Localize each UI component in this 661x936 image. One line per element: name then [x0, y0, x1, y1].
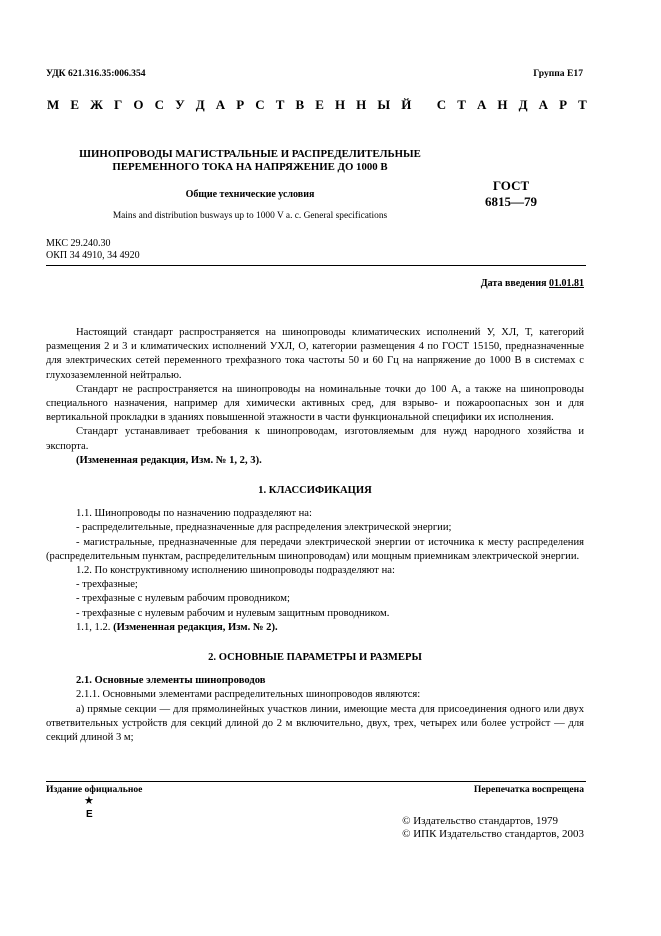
banner-letter: Г [114, 97, 123, 112]
banner-letter: У [175, 97, 185, 112]
paragraph-scope: Настоящий стандарт распространяется на шинопроводы климатических исполнений У, ХЛ, Т, категорий размещения 2 и 3 и климатических исполнений УХЛ, О, категории размещения 4 по ГОСТ 15150, предназначенные для электрических сетей переменного трехфазного тока частоты 50 и 60 Гц на напряжение до 1000 В в системах с глухозаземленной нейтралью. [46, 327, 584, 381]
footer-divider [46, 781, 586, 782]
clause-amendment-text: (Измененная редакция, Изм. № 2). [113, 621, 278, 633]
header-divider [46, 265, 586, 266]
list-item: - распределительные, предназначенные для распределения электрической энергии; [76, 522, 452, 534]
clause-2-1-1: 2.1.1. Основными элементами распределительных шинопроводов являются: [76, 689, 421, 701]
clause-amendment [46, 621, 584, 635]
banner-letter: О [133, 97, 144, 112]
gost-label: ГОСТ [492, 178, 530, 193]
clause-amendment-prefix: 1.1, 1.2. [76, 621, 111, 633]
paragraph-amendment: (Измененная редакция, Изм. № 1, 2, 3). [76, 454, 262, 466]
banner-letter: Е [70, 97, 80, 112]
classification-codes [46, 238, 140, 262]
banner-letter: С [154, 97, 164, 112]
document-subtitle: Общие технические условия [185, 189, 315, 200]
section-heading-parameters: 2. ОСНОВНЫЕ ПАРАМЕТРЫ И РАЗМЕРЫ [208, 652, 422, 664]
banner-letter: Н [356, 97, 367, 112]
okp-code: ОКП 34 4910, 34 4920 [46, 250, 140, 261]
star-icon: ★ [84, 795, 94, 807]
banner-letter: Д [518, 97, 528, 112]
banner-letter: Т [578, 97, 587, 112]
paragraph-requirements: Стандарт устанавливает требования к шинопроводам, изготовляемым для нужд народного хозяйства и экспорта. [46, 426, 584, 452]
introduction-date [481, 277, 584, 291]
interstate-standard-banner [47, 98, 587, 112]
subsection-heading: 2.1. Основные элементы шинопроводов [76, 675, 266, 687]
banner-letter: Ж [90, 97, 103, 112]
intro-date-value: 01.01.81 [549, 278, 584, 289]
paragraph-exclusions: Стандарт не распространяется на шинопроводы на номинальные точки до 100 А, а также на шинопроводы специального назначения, например для химически активных сред, для взрыво- и пожароопасных зон и для вертикальной прокладки в зданиях повышенной этажности в части функциональной специфики их исполнения. [46, 383, 584, 424]
mks-code: МКС 29.240.30 [46, 238, 111, 249]
edition-letter: Е [86, 809, 93, 820]
list-item: - магистральные, предназначенные для передачи электрической энергии от источника к месту распределения (распределительным пунктам, распределительным шинопроводам) или мощным приемникам электрической энергии. [46, 536, 584, 562]
reprint-prohibited-label: Перепечатка воспрещена [473, 784, 584, 795]
copyright-line-2: © ИПК Издательство стандартов, 2003 [402, 828, 584, 840]
list-item: а) прямые секции — для прямолинейных участков линии, имеющие места для присоединения одного или двух ответвительных устройств для секций длиной до 2 м включительно, двух, трех, четырех или более устройст — для секций длиной 3 м; [46, 703, 584, 744]
banner-letter: Н [497, 97, 508, 112]
udk-code: УДК 621.316.35:006.354 [46, 68, 146, 79]
banner-letter: Р [559, 97, 568, 112]
banner-letter: Н [334, 97, 346, 112]
banner-letter: А [538, 97, 549, 112]
section-heading-classification: 1. КЛАССИФИКАЦИЯ [258, 485, 372, 497]
english-title: Mains and distribution busways up to 1000 V a. c. General specifications [112, 211, 388, 221]
banner-letter: Е [315, 97, 324, 112]
banner-letter: Й [401, 97, 412, 112]
gost-block [456, 178, 566, 210]
banner-letter: В [295, 97, 305, 112]
banner-letter [422, 98, 425, 112]
title-line-1: ШИНОПРОВОДЫ МАГИСТРАЛЬНЫЕ И РАСПРЕДЕЛИТЕЛЬНЫЕ [79, 148, 421, 160]
clause-1-2: 1.2. По конструктивному исполнению шинопроводы подразделяют на: [76, 565, 395, 577]
group-code: Группа Е17 [533, 68, 583, 79]
banner-letter: С [436, 97, 447, 112]
copyright-block [402, 815, 584, 841]
banner-letter: Т [457, 97, 466, 112]
banner-letter: Д [195, 97, 205, 112]
banner-letter: А [476, 97, 487, 112]
official-edition-label: Издание официальное [46, 784, 143, 795]
intro-date-label: Дата введения [480, 278, 547, 289]
document-body [46, 326, 584, 745]
title-line-2: ПЕРЕМЕННОГО ТОКА НА НАПРЯЖЕНИЕ ДО 1000 В [112, 161, 388, 173]
list-item: - трехфазные с нулевым рабочим проводником; [76, 593, 290, 605]
banner-letter: С [255, 97, 265, 112]
banner-letter: А [215, 97, 226, 112]
list-item: - трехфазные с нулевым рабочим и нулевым защитным проводником. [76, 607, 390, 619]
copyright-line-1: © Издательство стандартов, 1979 [402, 815, 559, 827]
banner-letter: Ы [377, 97, 391, 112]
banner-letter: М [47, 97, 60, 112]
banner-letter: Р [236, 97, 245, 112]
list-item: - трехфазные; [76, 579, 138, 591]
banner-letter: Т [275, 97, 285, 112]
document-title [60, 148, 440, 174]
clause-1-1: 1.1. Шинопроводы по назначению подразделяют на: [76, 508, 312, 520]
gost-number: 6815—79 [485, 194, 537, 209]
